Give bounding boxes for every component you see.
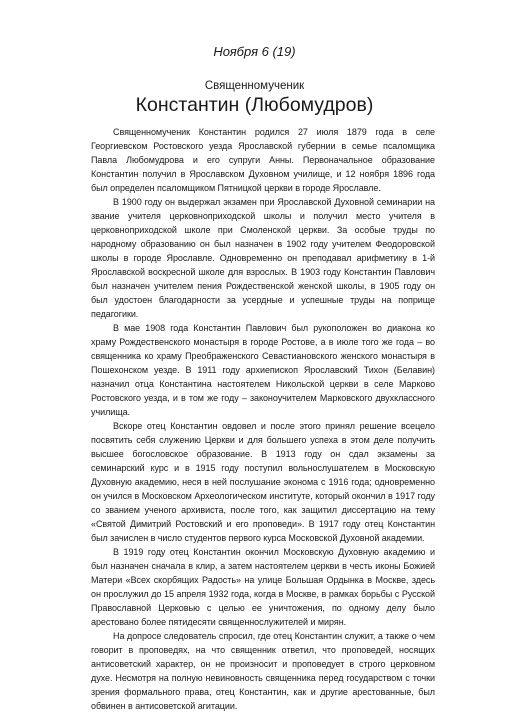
paragraph-academy-studies: Вскоре отец Константин овдовел и после этого принял решение всецело посвятить себя служению Церкви и для большего успеха в этом деле получить высшее богословское образование. В 1913 году он сдал экзамены за семинарский курс и в 1915 году поступил вольнослушателем в Московскую Духовную академию, неся в ней послушание эконома с 1916 года; одновременно он учился в Московском Археологическом институте, который окончил в 1917 году со званием ученого архивиста, после того, как защитил диссертацию на тему «Святой Димитрий Ростовский и его проповеди». В 1917 году отец Константин был зачислен в число студентов первого курса Московской Духовной академии. (91, 421, 435, 543)
paragraph-teaching-career: В 1900 году он выдержал экзамен при Ярославской Духовной семинарии на звание учителя церковноприходской школы и получил место учителя в церковноприходской школе при Смоленской церкви. За особые труды по народному образованию он был назначен в 1902 году учителем Феодоровской школы в городе Ярославле. Одновременно он преподавал арифметику в 1-й Ярославской воскресной школе для взрослых. В 1903 году Константин Павлович был назначен учителем пения Рождественской женской школы, в 1905 году он был удостоен благодарности за усердные и успешные труды на поприще педагогики. (91, 197, 435, 319)
paragraph-ordination: В мае 1908 года Константин Павлович был рукоположен во диакона ко храму Рождественского монастыря в городе Ростове, а в июле того же года – во священника ко храму Преображенского Севастиановского женского монастыря в Пошехонском уезде. В 1911 году архиепископ Ярославский Тихон (Белавин) назначил отца Константина настоятелем Никольской церкви в селе Марково Ростовского уезда, и в том же году – законоучителем Марковского двухклассного училища. (91, 323, 435, 417)
paragraph-birth-education: Священномученик Константин родился 27 июля 1879 года в селе Георгиевском Ростовского уезда Ярославской губернии в семье псаломщика Павла Любомудрова и его супруги Анны. Первоначальное образование Константин получил в Ярославском Духовном училище, и 12 ноября 1896 года был определен псаломщиком Пятницкой церкви в городе Ярославле. (91, 127, 435, 193)
biography-text (91, 125, 435, 713)
paragraph-moscow-service: В 1919 году отец Константин окончил Московскую Духовную академию и был назначен сначала в клир, а затем настоятелем церкви в честь иконы Божией Матери «Всех скорбящих Радость» на улице Большая Ордынка в Москве, здесь он прослужил до 15 апреля 1932 года, когда в Москве, в рамках борьбы с Русской Православной Церковью с целью ее уничтожения, по одному делу было арестовано более пятидесяти священнослужителей и мирян. (91, 547, 435, 627)
saint-rank-label: Священномученик (204, 80, 305, 92)
saint-name-title: Константин (Любомудров) (135, 94, 374, 116)
calendar-date-heading: Ноября 6 (19) (213, 44, 296, 59)
paragraph-interrogation: На допросе следователь спросил, где отец Константин служит, а также о чем говорит в проповедях, на что священник ответил, что проповедей, носящих антисоветский характер, он не произносит и проповедует в строго церковном духе. Несмотря на полную невиновность священника перед государством с точки зрения формального права, отец Константин, как и другие арестованные, был обвинен в антисоветской агитации. (91, 631, 435, 711)
